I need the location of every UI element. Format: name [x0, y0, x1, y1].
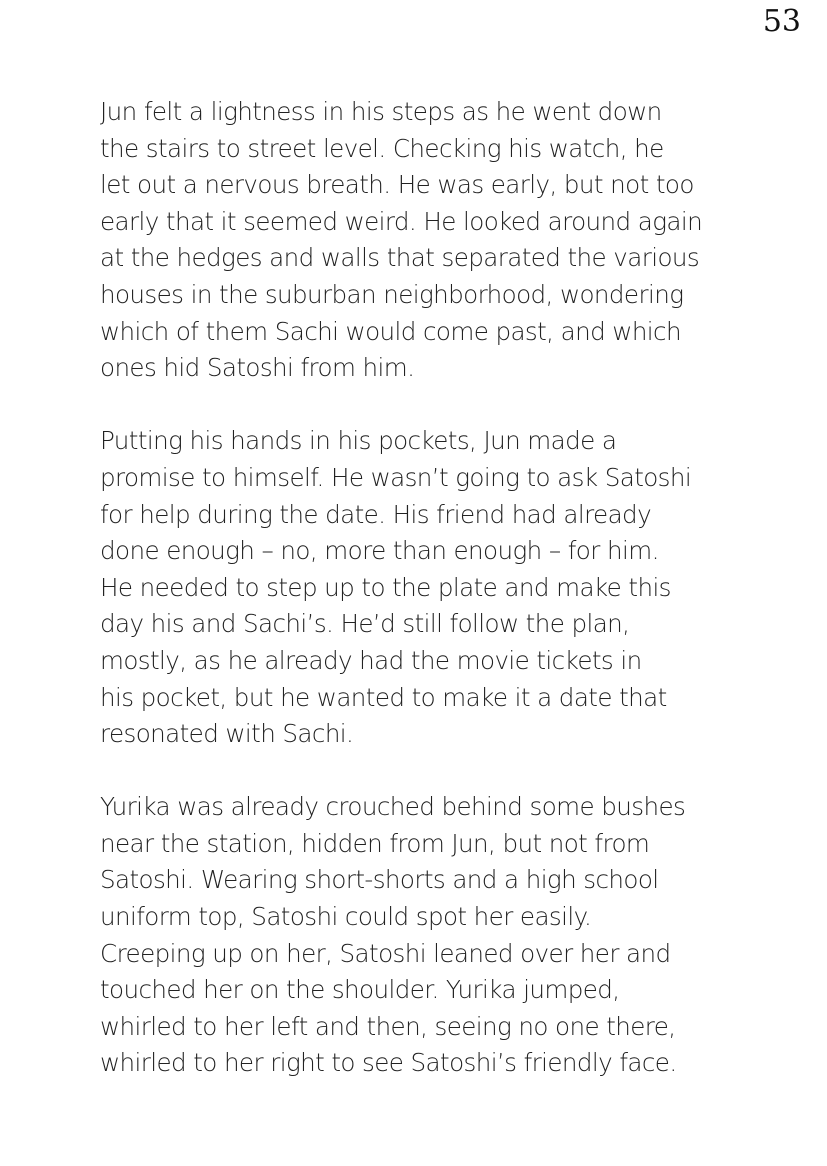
- text-line: whirled to her right to see Satoshi’s friendly face.: [100, 1048, 677, 1078]
- text-line: early that it seemed weird. He looked around again: [100, 206, 703, 236]
- paragraph-1: [100, 94, 810, 387]
- text-line: Jun felt a lightness in his steps as he went down: [100, 97, 662, 126]
- text-line: mostly, as he already had the movie tickets in: [100, 645, 642, 675]
- text-line: Yurika was already crouched behind some bushes: [100, 792, 686, 822]
- text-line: promise to himself. He wasn’t going to ask Satoshi: [100, 462, 692, 492]
- text-line: which of them Sachi would come past, and which: [100, 316, 681, 346]
- text-line: Creeping up on her, Satoshi leaned over her and: [100, 938, 671, 968]
- text-line: day his and Sachi’s. He’d still follow the plan,: [100, 609, 630, 639]
- text-line: uniform top, Satoshi could spot her easily.: [100, 902, 592, 932]
- text-line: houses in the suburban neighborhood, wondering: [100, 279, 684, 309]
- page-body-text: [100, 94, 810, 1119]
- text-line: Satoshi. Wearing short-shorts and a high school: [100, 865, 659, 895]
- page-number: 53: [762, 4, 801, 39]
- text-line: resonated with Sachi.: [100, 719, 354, 749]
- text-line: done enough – no, more than enough – for him.: [100, 536, 659, 566]
- paragraph-2: [100, 423, 810, 752]
- text-line: his pocket, but he wanted to make it a date that: [100, 682, 667, 712]
- text-line: near the station, hidden from Jun, but not from: [100, 828, 650, 858]
- text-line: for help during the date. His friend had already: [100, 499, 652, 529]
- text-line: He needed to step up to the plate and make this: [100, 572, 671, 602]
- text-line: ones hid Satoshi from him.: [100, 353, 415, 383]
- text-line: touched her on the shoulder. Yurika jumped,: [100, 975, 620, 1005]
- text-line: let out a nervous breath. He was early, but not too: [100, 170, 694, 200]
- text-line: whirled to her left and then, seeing no one there,: [100, 1011, 676, 1041]
- text-line: at the hedges and walls that separated the various: [100, 243, 700, 273]
- text-line: Putting his hands in his pockets, Jun made a: [100, 426, 617, 456]
- paragraph-3: [100, 789, 810, 1082]
- text-line: the stairs to street level. Checking his watch, he: [100, 133, 664, 163]
